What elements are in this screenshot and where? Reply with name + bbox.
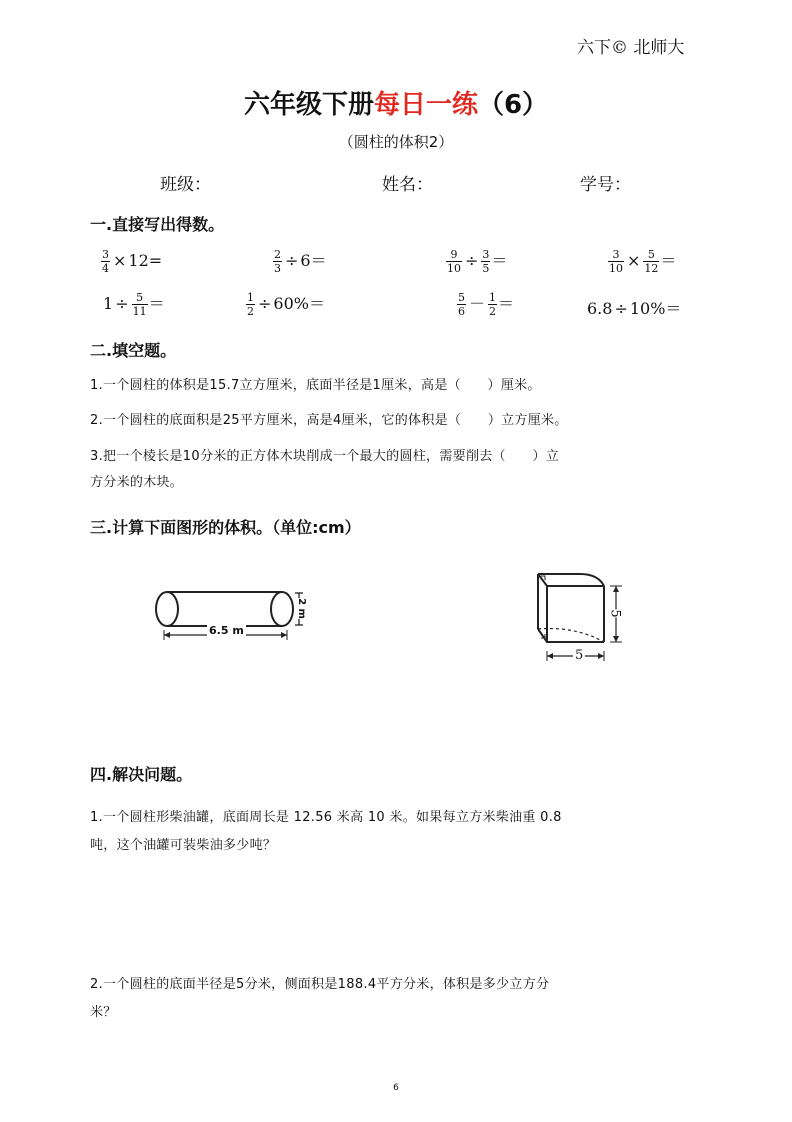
section3-heading: 三.计算下面图形的体积。（单位:cm） bbox=[90, 518, 361, 537]
calc-item-2: $\frac{2}{3}$ ÷ 6＝ bbox=[274, 248, 327, 275]
calc-item-8: 6.8 ÷ 10%＝ bbox=[587, 299, 682, 318]
calc-item-7: $\frac{5}{6}$ － $\frac{1}{2}$ ＝ bbox=[458, 291, 515, 318]
fill-question-1: 1.一个圆柱的体积是15.7立方厘米，底面半径是1厘米，高是（ ）厘米。 bbox=[90, 378, 541, 393]
id-label: 学号： bbox=[580, 175, 631, 195]
page-title bbox=[0, 84, 792, 121]
word-problem-2-line2: 米？ bbox=[90, 1005, 117, 1020]
section2-heading: 二.填空题。 bbox=[90, 341, 177, 360]
title-highlight: 每日一练 bbox=[373, 90, 478, 120]
word-problem-1-line2: 吨，这个油罐可装柴油多少吨？ bbox=[90, 838, 277, 853]
calc-item-3: $\frac{9}{10}$ ÷ $\frac{3}{5}$ ＝ bbox=[447, 248, 508, 275]
cylinder-figure bbox=[150, 585, 310, 647]
fill-question-3-line2: 方分米的木块。 bbox=[90, 475, 184, 490]
fill-question-2: 2.一个圆柱的底面积是25平方厘米，高是4厘米，它的体积是（ ）立方厘米。 bbox=[90, 413, 568, 428]
class-label: 班级： bbox=[160, 175, 211, 195]
title-main: 六年级下册 bbox=[243, 90, 374, 120]
page-number: 6 bbox=[393, 1083, 399, 1093]
section4-heading: 四.解决问题。 bbox=[90, 765, 193, 784]
calc-item-1: $\frac{3}{4}$ × 12= bbox=[102, 248, 163, 275]
section1-heading: 一.直接写出得数。 bbox=[90, 215, 225, 234]
cylinder-length-label: 6.5 m bbox=[209, 624, 244, 637]
cylinder-diameter-label: 2 m bbox=[295, 598, 307, 619]
box-width-label: 5 bbox=[575, 648, 584, 663]
title-suffix: （6） bbox=[477, 90, 549, 120]
box-height-label: 5 bbox=[607, 609, 623, 618]
calc-item-6: $\frac{1}{2}$ ÷ 60%＝ bbox=[247, 291, 325, 318]
header-tag: 六下© 北师大 bbox=[577, 38, 685, 58]
calc-item-4: $\frac{3}{10}$ × $\frac{5}{12}$ ＝ bbox=[609, 248, 677, 275]
name-label: 姓名： bbox=[382, 175, 433, 195]
fill-question-3-line1: 3.把一个棱长是10分米的正方体木块削成一个最大的圆柱，需要削去（ ）立 bbox=[90, 449, 560, 464]
word-problem-1-line1: 1.一个圆柱形柴油罐，底面周长是 12.56 米高 10 米。如果每立方米柴油重 0.8 bbox=[90, 810, 562, 825]
page-subtitle: （圆柱的体积2） bbox=[338, 133, 454, 151]
word-problem-2-line1: 2.一个圆柱的底面半径是5分米，侧面积是188.4平方分米，体积是多少立方分 bbox=[90, 977, 550, 992]
calc-item-5: 1 ÷ $\frac{5}{11}$ ＝ bbox=[103, 291, 165, 318]
